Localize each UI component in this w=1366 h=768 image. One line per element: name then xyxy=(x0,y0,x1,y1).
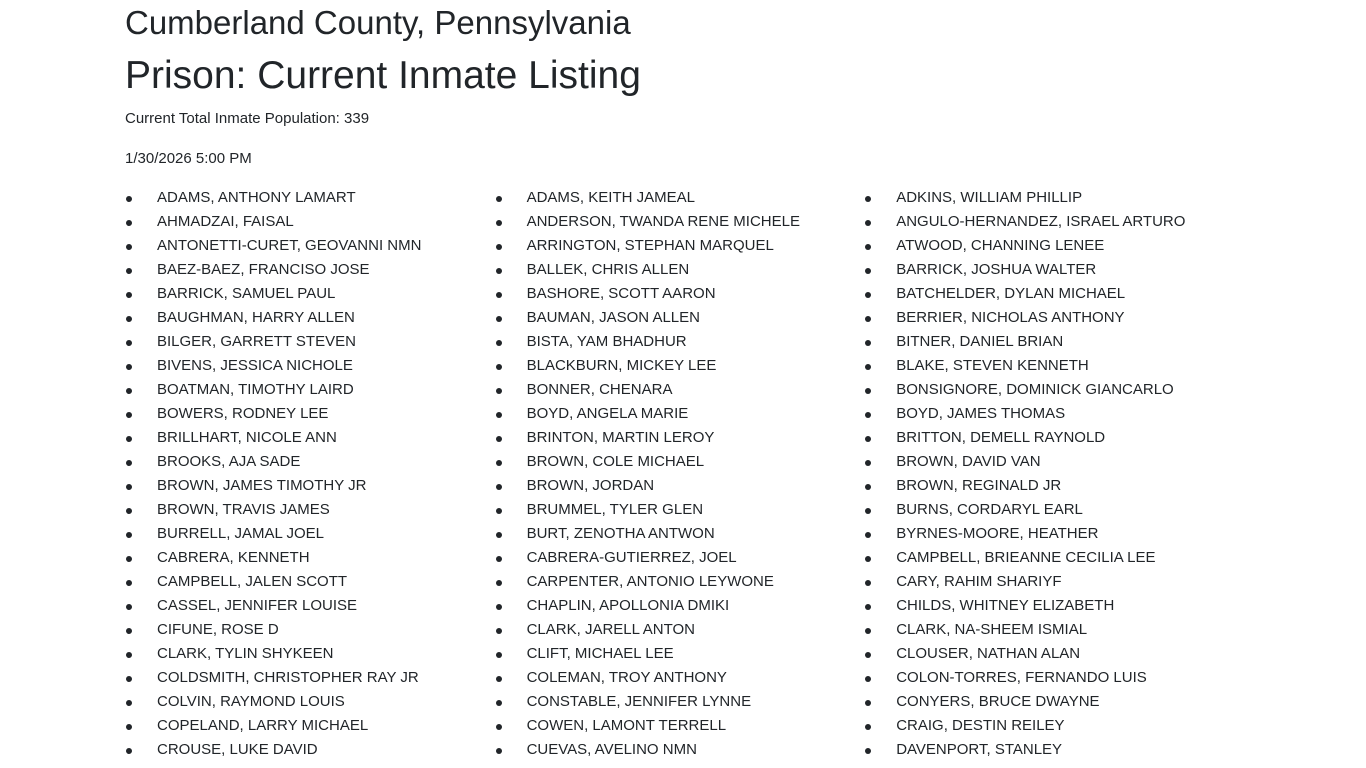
inmate-name: BARRICK, SAMUEL PAUL xyxy=(157,285,336,302)
inmate-list-item xyxy=(864,546,1234,570)
bullet-icon xyxy=(496,220,502,226)
inmate-list-item xyxy=(125,666,495,690)
inmate-name: BALLEK, CHRIS ALLEN xyxy=(526,261,690,278)
inmate-list-item xyxy=(125,426,495,450)
bullet-icon xyxy=(126,580,132,586)
bullet-icon xyxy=(865,340,871,346)
bullet-icon xyxy=(126,364,132,370)
inmate-list-item xyxy=(864,306,1234,330)
inmate-list-item xyxy=(125,690,495,714)
inmate-name: COLVIN, RAYMOND LOUIS xyxy=(157,693,345,710)
bullet-icon xyxy=(496,724,502,730)
inmate-list-item xyxy=(495,618,865,642)
inmate-list-item xyxy=(125,306,495,330)
inmate-name: BROWN, COLE MICHAEL xyxy=(526,453,705,470)
inmate-list-item xyxy=(495,402,865,426)
inmate-list-item xyxy=(864,330,1234,354)
inmate-name: BRUMMEL, TYLER GLEN xyxy=(526,501,704,518)
bullet-icon xyxy=(865,364,871,370)
inmate-list-item xyxy=(864,258,1234,282)
inmate-list-item xyxy=(864,570,1234,594)
inmate-name: CHILDS, WHITNEY ELIZABETH xyxy=(896,597,1115,614)
inmate-name: ATWOOD, CHANNING LENEE xyxy=(896,237,1105,254)
inmate-list-item xyxy=(125,570,495,594)
inmate-name: ADAMS, KEITH JAMEAL xyxy=(526,189,695,206)
county-heading: Cumberland County, Pennsylvania xyxy=(125,4,631,41)
inmate-list-item xyxy=(864,450,1234,474)
bullet-icon xyxy=(496,652,502,658)
bullet-icon xyxy=(496,340,502,346)
inmate-list-item xyxy=(864,738,1234,762)
inmate-name: BILGER, GARRETT STEVEN xyxy=(157,333,356,350)
bullet-icon xyxy=(865,748,871,754)
bullet-icon xyxy=(496,460,502,466)
inmate-name: BAUGHMAN, HARRY ALLEN xyxy=(157,309,355,326)
inmate-list-item xyxy=(864,618,1234,642)
inmate-list-item xyxy=(495,570,865,594)
inmate-name: ANTONETTI-CURET, GEOVANNI NMN xyxy=(157,237,422,254)
inmate-list-item xyxy=(125,594,495,618)
inmate-name: BONSIGNORE, DOMINICK GIANCARLO xyxy=(896,381,1174,398)
inmate-name: CLIFT, MICHAEL LEE xyxy=(526,645,674,662)
bullet-icon xyxy=(865,460,871,466)
inmate-name: BOWERS, RODNEY LEE xyxy=(157,405,329,422)
inmate-list-item xyxy=(495,642,865,666)
bullet-icon xyxy=(126,508,132,514)
bullet-icon xyxy=(865,508,871,514)
bullet-icon xyxy=(496,436,502,442)
inmate-name: CARPENTER, ANTONIO LEYWONE xyxy=(526,573,774,590)
inmate-name: CLARK, NA-SHEEM ISMIAL xyxy=(896,621,1088,638)
inmate-list-item xyxy=(495,186,865,210)
bullet-icon xyxy=(865,244,871,250)
inmate-list-item xyxy=(864,282,1234,306)
inmate-name: BRITTON, DEMELL RAYNOLD xyxy=(896,429,1106,446)
inmate-name: BIVENS, JESSICA NICHOLE xyxy=(157,357,353,374)
inmate-list-item xyxy=(864,642,1234,666)
inmate-list-item xyxy=(125,186,495,210)
inmate-list-item xyxy=(125,258,495,282)
inmate-name: CASSEL, JENNIFER LOUISE xyxy=(157,597,358,614)
inmate-name: ADKINS, WILLIAM PHILLIP xyxy=(896,189,1083,206)
bullet-icon xyxy=(126,340,132,346)
inmate-list-item xyxy=(125,234,495,258)
inmate-name: CONYERS, BRUCE DWAYNE xyxy=(896,693,1100,710)
inmate-name: COLEMAN, TROY ANTHONY xyxy=(526,669,727,686)
bullet-icon xyxy=(126,628,132,634)
inmate-list-item xyxy=(495,522,865,546)
bullet-icon xyxy=(865,484,871,490)
inmate-name: CAMPBELL, BRIEANNE CECILIA LEE xyxy=(896,549,1156,566)
inmate-name: CUEVAS, AVELINO NMN xyxy=(526,741,697,758)
bullet-icon xyxy=(865,628,871,634)
bullet-icon xyxy=(865,652,871,658)
bullet-icon xyxy=(865,556,871,562)
inmate-name: CLOUSER, NATHAN ALAN xyxy=(896,645,1081,662)
bullet-icon xyxy=(865,436,871,442)
bullet-icon xyxy=(865,580,871,586)
bullet-icon xyxy=(865,412,871,418)
inmate-list-item xyxy=(125,546,495,570)
inmate-name: BATCHELDER, DYLAN MICHAEL xyxy=(896,285,1126,302)
inmate-name: CARY, RAHIM SHARIYF xyxy=(896,573,1062,590)
inmate-name: BLACKBURN, MICKEY LEE xyxy=(526,357,717,374)
updated-timestamp: 1/30/2026 5:00 PM xyxy=(125,150,252,167)
inmate-name: DAVENPORT, STANLEY xyxy=(896,741,1063,758)
inmate-name: BERRIER, NICHOLAS ANTHONY xyxy=(896,309,1125,326)
inmate-list-item xyxy=(495,738,865,762)
inmate-list-item xyxy=(864,234,1234,258)
bullet-icon xyxy=(496,364,502,370)
bullet-icon xyxy=(865,532,871,538)
bullet-icon xyxy=(126,700,132,706)
inmate-name: COPELAND, LARRY MICHAEL xyxy=(157,717,369,734)
bullet-icon xyxy=(496,244,502,250)
inmate-list-item xyxy=(495,474,865,498)
bullet-icon xyxy=(865,196,871,202)
bullet-icon xyxy=(496,556,502,562)
inmate-name: BROOKS, AJA SADE xyxy=(157,453,301,470)
bullet-icon xyxy=(865,604,871,610)
inmate-name: BONNER, CHENARA xyxy=(526,381,673,398)
bullet-icon xyxy=(496,700,502,706)
bullet-icon xyxy=(126,268,132,274)
bullet-icon xyxy=(496,580,502,586)
inmate-name: AHMADZAI, FAISAL xyxy=(157,213,294,230)
inmate-list-item xyxy=(864,522,1234,546)
inmate-list-item xyxy=(125,402,495,426)
bullet-icon xyxy=(496,532,502,538)
inmate-name: BISTA, YAM BHADHUR xyxy=(526,333,687,350)
inmate-list-item xyxy=(125,522,495,546)
bullet-icon xyxy=(496,604,502,610)
inmate-list-item xyxy=(495,354,865,378)
inmate-listing xyxy=(125,186,1241,762)
inmate-list-item xyxy=(495,666,865,690)
bullet-icon xyxy=(496,268,502,274)
inmate-name: ARRINGTON, STEPHAN MARQUEL xyxy=(526,237,774,254)
inmate-list-item xyxy=(864,402,1234,426)
population-count: Current Total Inmate Population: 339 xyxy=(125,110,370,127)
inmate-column-1 xyxy=(125,186,495,762)
inmate-name: BRINTON, MARTIN LEROY xyxy=(526,429,715,446)
inmate-list-item xyxy=(495,282,865,306)
inmate-name: CHAPLIN, APOLLONIA DMIKI xyxy=(526,597,730,614)
inmate-name: COWEN, LAMONT TERRELL xyxy=(526,717,727,734)
inmate-list-item xyxy=(495,450,865,474)
inmate-list-item xyxy=(864,186,1234,210)
inmate-list-item xyxy=(125,330,495,354)
inmate-list-item xyxy=(864,474,1234,498)
inmate-name: BROWN, TRAVIS JAMES xyxy=(157,501,330,518)
inmate-name: BOYD, ANGELA MARIE xyxy=(526,405,689,422)
inmate-name: BURRELL, JAMAL JOEL xyxy=(157,525,324,542)
inmate-list-item xyxy=(125,210,495,234)
bullet-icon xyxy=(496,484,502,490)
inmate-name: BASHORE, SCOTT AARON xyxy=(526,285,716,302)
bullet-icon xyxy=(865,268,871,274)
inmate-list-item xyxy=(495,546,865,570)
inmate-list-item xyxy=(125,378,495,402)
bullet-icon xyxy=(126,412,132,418)
bullet-icon xyxy=(496,388,502,394)
bullet-icon xyxy=(865,724,871,730)
bullet-icon xyxy=(496,196,502,202)
inmate-name: BURT, ZENOTHA ANTWON xyxy=(526,525,715,542)
inmate-name: BLAKE, STEVEN KENNETH xyxy=(896,357,1089,374)
bullet-icon xyxy=(496,676,502,682)
inmate-name: ADAMS, ANTHONY LAMART xyxy=(157,189,356,206)
inmate-list-item xyxy=(125,498,495,522)
inmate-name: CLARK, JARELL ANTON xyxy=(526,621,695,638)
inmate-list-item xyxy=(864,498,1234,522)
inmate-list-item xyxy=(864,690,1234,714)
inmate-list-item xyxy=(125,618,495,642)
bullet-icon xyxy=(126,196,132,202)
inmate-name: BRILLHART, NICOLE ANN xyxy=(157,429,337,446)
inmate-list-item xyxy=(864,210,1234,234)
inmate-name: BOATMAN, TIMOTHY LAIRD xyxy=(157,381,354,398)
inmate-list-item xyxy=(125,474,495,498)
bullet-icon xyxy=(126,604,132,610)
bullet-icon xyxy=(496,412,502,418)
bullet-icon xyxy=(126,652,132,658)
inmate-name: COLDSMITH, CHRISTOPHER RAY JR xyxy=(157,669,419,686)
bullet-icon xyxy=(126,484,132,490)
inmate-list-item xyxy=(125,450,495,474)
inmate-name: BITNER, DANIEL BRIAN xyxy=(896,333,1064,350)
inmate-list-item xyxy=(495,426,865,450)
bullet-icon xyxy=(865,316,871,322)
inmate-name: BAEZ-BAEZ, FRANCISO JOSE xyxy=(157,261,370,278)
inmate-name: BAUMAN, JASON ALLEN xyxy=(526,309,700,326)
bullet-icon xyxy=(126,220,132,226)
inmate-list-item xyxy=(864,426,1234,450)
inmate-name: CABRERA-GUTIERREZ, JOEL xyxy=(526,549,737,566)
inmate-name: CLARK, TYLIN SHYKEEN xyxy=(157,645,334,662)
inmate-list-item xyxy=(495,234,865,258)
inmate-name: CROUSE, LUKE DAVID xyxy=(157,741,318,758)
bullet-icon xyxy=(126,436,132,442)
inmate-name: BYRNES-MOORE, HEATHER xyxy=(896,525,1099,542)
bullet-icon xyxy=(126,748,132,754)
inmate-list-item xyxy=(495,258,865,282)
inmate-name: ANDERSON, TWANDA RENE MICHELE xyxy=(526,213,800,230)
inmate-name: CRAIG, DESTIN REILEY xyxy=(896,717,1065,734)
bullet-icon xyxy=(126,292,132,298)
inmate-list-item xyxy=(864,666,1234,690)
inmate-column-3 xyxy=(864,186,1234,762)
inmate-name: BROWN, JAMES TIMOTHY JR xyxy=(157,477,367,494)
inmate-list-item xyxy=(495,714,865,738)
inmate-list-item xyxy=(864,594,1234,618)
inmate-list-item xyxy=(125,714,495,738)
bullet-icon xyxy=(496,628,502,634)
bullet-icon xyxy=(865,292,871,298)
inmate-name: BROWN, JORDAN xyxy=(526,477,655,494)
bullet-icon xyxy=(126,532,132,538)
inmate-list-item xyxy=(125,354,495,378)
inmate-name: BURNS, CORDARYL EARL xyxy=(896,501,1083,518)
bullet-icon xyxy=(126,316,132,322)
bullet-icon xyxy=(126,388,132,394)
inmate-list-item xyxy=(495,498,865,522)
bullet-icon xyxy=(126,724,132,730)
inmate-list-item xyxy=(495,210,865,234)
inmate-list-item xyxy=(125,738,495,762)
inmate-name: BOYD, JAMES THOMAS xyxy=(896,405,1066,422)
bullet-icon xyxy=(126,244,132,250)
bullet-icon xyxy=(496,316,502,322)
inmate-list-item xyxy=(495,594,865,618)
inmate-name: BROWN, REGINALD JR xyxy=(896,477,1062,494)
page-title: Prison: Current Inmate Listing xyxy=(125,54,641,97)
inmate-name: BROWN, DAVID VAN xyxy=(896,453,1041,470)
bullet-icon xyxy=(865,388,871,394)
bullet-icon xyxy=(126,676,132,682)
inmate-list-item xyxy=(864,714,1234,738)
inmate-list-item xyxy=(125,282,495,306)
bullet-icon xyxy=(496,748,502,754)
inmate-name: ANGULO-HERNANDEZ, ISRAEL ARTURO xyxy=(896,213,1186,230)
inmate-name: CONSTABLE, JENNIFER LYNNE xyxy=(526,693,752,710)
inmate-list-item xyxy=(495,690,865,714)
bullet-icon xyxy=(496,292,502,298)
bullet-icon xyxy=(865,700,871,706)
inmate-list-item xyxy=(864,354,1234,378)
inmate-name: COLON-TORRES, FERNANDO LUIS xyxy=(896,669,1147,686)
bullet-icon xyxy=(496,508,502,514)
inmate-list-item xyxy=(125,642,495,666)
inmate-name: CABRERA, KENNETH xyxy=(157,549,310,566)
bullet-icon xyxy=(126,460,132,466)
bullet-icon xyxy=(865,676,871,682)
inmate-list-item xyxy=(495,378,865,402)
bullet-icon xyxy=(126,556,132,562)
inmate-list-item xyxy=(864,378,1234,402)
inmate-name: BARRICK, JOSHUA WALTER xyxy=(896,261,1097,278)
inmate-list-item xyxy=(495,330,865,354)
inmate-name: CAMPBELL, JALEN SCOTT xyxy=(157,573,348,590)
bullet-icon xyxy=(865,220,871,226)
inmate-column-2 xyxy=(495,186,865,762)
inmate-list-item xyxy=(495,306,865,330)
inmate-name: CIFUNE, ROSE D xyxy=(157,621,279,638)
